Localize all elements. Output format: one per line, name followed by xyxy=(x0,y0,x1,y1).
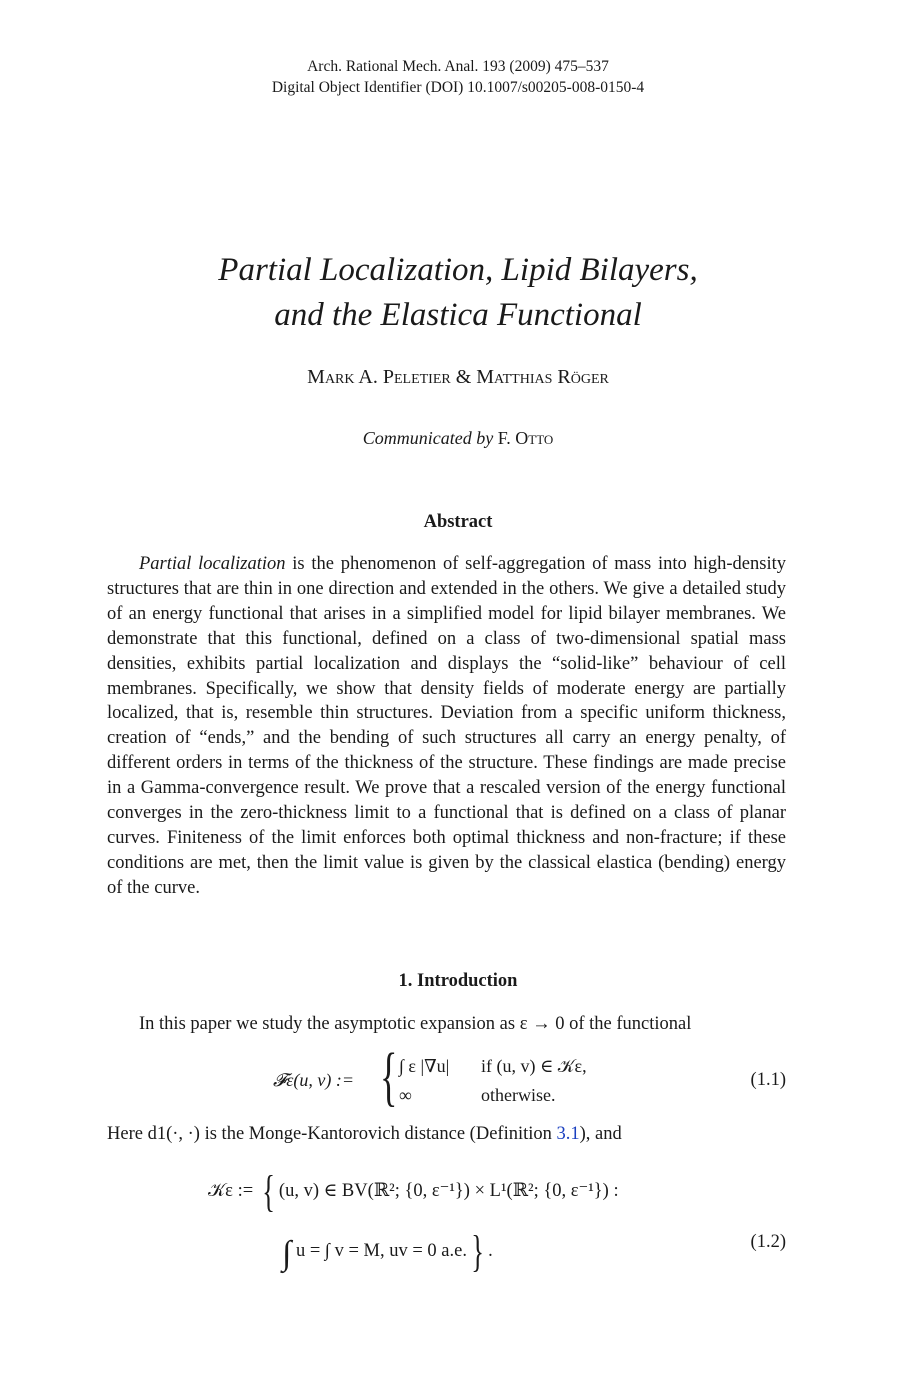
eq12-close-brace: } xyxy=(471,1227,484,1276)
eq11-lhs: 𝓕ε(u, v) := xyxy=(273,1070,354,1090)
abstract-lead: Partial localization xyxy=(139,554,286,574)
abstract-text: is the phenomenon of self-aggregation of mass into high-density structures that are thin in one direction and extended in the others. We give a detailed study of an energy functional that arises in a simplified model for lipid bilayer membranes. We demonstrate that this functional, defined on a class of two-dimensional spatial mass densities, exhibits partial localization and displays the “solid-like” behaviour of cell membranes. Specifically, we show that density fields of moderate energy are partially localized, that is, resemble thin structures. Deviation from a specific uniform thickness, creation of “ends,” and the bending of such structures all carry an energy penalty, of different orders in terms of the thickness of the structure. These findings are made precise in a Gamma-convergence result. We prove that a rescaled version of the energy functional converges in the zero-thickness limit to a functional that is defined on a class of planar curves. Finiteness of the limit enforces both optimal thickness and non-fracture; if these conditions are met, then the limit value is given by the classical elastica (bending) energy of the curve. xyxy=(107,554,787,898)
section-heading-introduction: 1. Introduction xyxy=(398,971,518,991)
eq11-case-2: ∞ xyxy=(399,1085,412,1105)
journal-citation: Arch. Rational Mech. Anal. 193 (2009) 475–537 xyxy=(307,58,609,75)
title-line-1: Partial Localization, Lipid Bilayers, xyxy=(218,252,698,288)
eq11-condition-2: otherwise. xyxy=(481,1085,556,1105)
communicator-name: F. Otto xyxy=(497,428,554,448)
definition-paragraph xyxy=(107,1124,622,1145)
equation-1-2-line-2: ∫ u = ∫ v = M, uv = 0 a.e.} . xyxy=(282,1227,493,1276)
communicated-by xyxy=(0,428,916,449)
definition-link[interactable]: 3.1 xyxy=(556,1124,580,1144)
eq12-set-line-2: u = ∫ v = M, uv = 0 a.e. xyxy=(295,1241,467,1261)
definition-text-post: ), and xyxy=(579,1124,622,1144)
eq12-open-brace: { xyxy=(262,1167,275,1216)
communicated-prefix: Communicated by xyxy=(362,428,494,448)
integral-sign: ∫ xyxy=(282,1235,292,1272)
paper-title xyxy=(0,248,916,338)
abstract-heading: Abstract xyxy=(423,512,493,532)
authors: Mark A. Peletier & Matthias Röger xyxy=(307,366,609,388)
eq12-lhs: 𝒦ε := xyxy=(208,1181,254,1201)
definition-text-pre: Here d1(·, ·) is the Monge-Kantorovich distance (Definition xyxy=(107,1124,557,1144)
equation-number-1-2: (1.2) xyxy=(750,1232,786,1252)
title-line-2: and the Elastica Functional xyxy=(274,297,642,333)
eq11-brace: { xyxy=(380,1040,398,1113)
eq11-condition-1: if (u, v) ∈ 𝒦ε, xyxy=(481,1056,587,1076)
eq12-set-line-1: (u, v) ∈ BV(ℝ²; {0, ε⁻¹}) × L¹(ℝ²; {0, ε⁻¹}) : xyxy=(278,1181,619,1201)
equation-number-1-1: (1.1) xyxy=(750,1070,786,1090)
equation-1-2-line-1 xyxy=(208,1167,619,1216)
doi-line: Digital Object Identifier (DOI) 10.1007/s00205-008-0150-4 xyxy=(271,79,645,96)
intro-paragraph: In this paper we study the asymptotic expansion as ε → 0 of the functional xyxy=(139,1014,692,1034)
eq11-case-1: ∫ ε |∇u| xyxy=(399,1056,450,1076)
abstract-body xyxy=(107,552,786,901)
